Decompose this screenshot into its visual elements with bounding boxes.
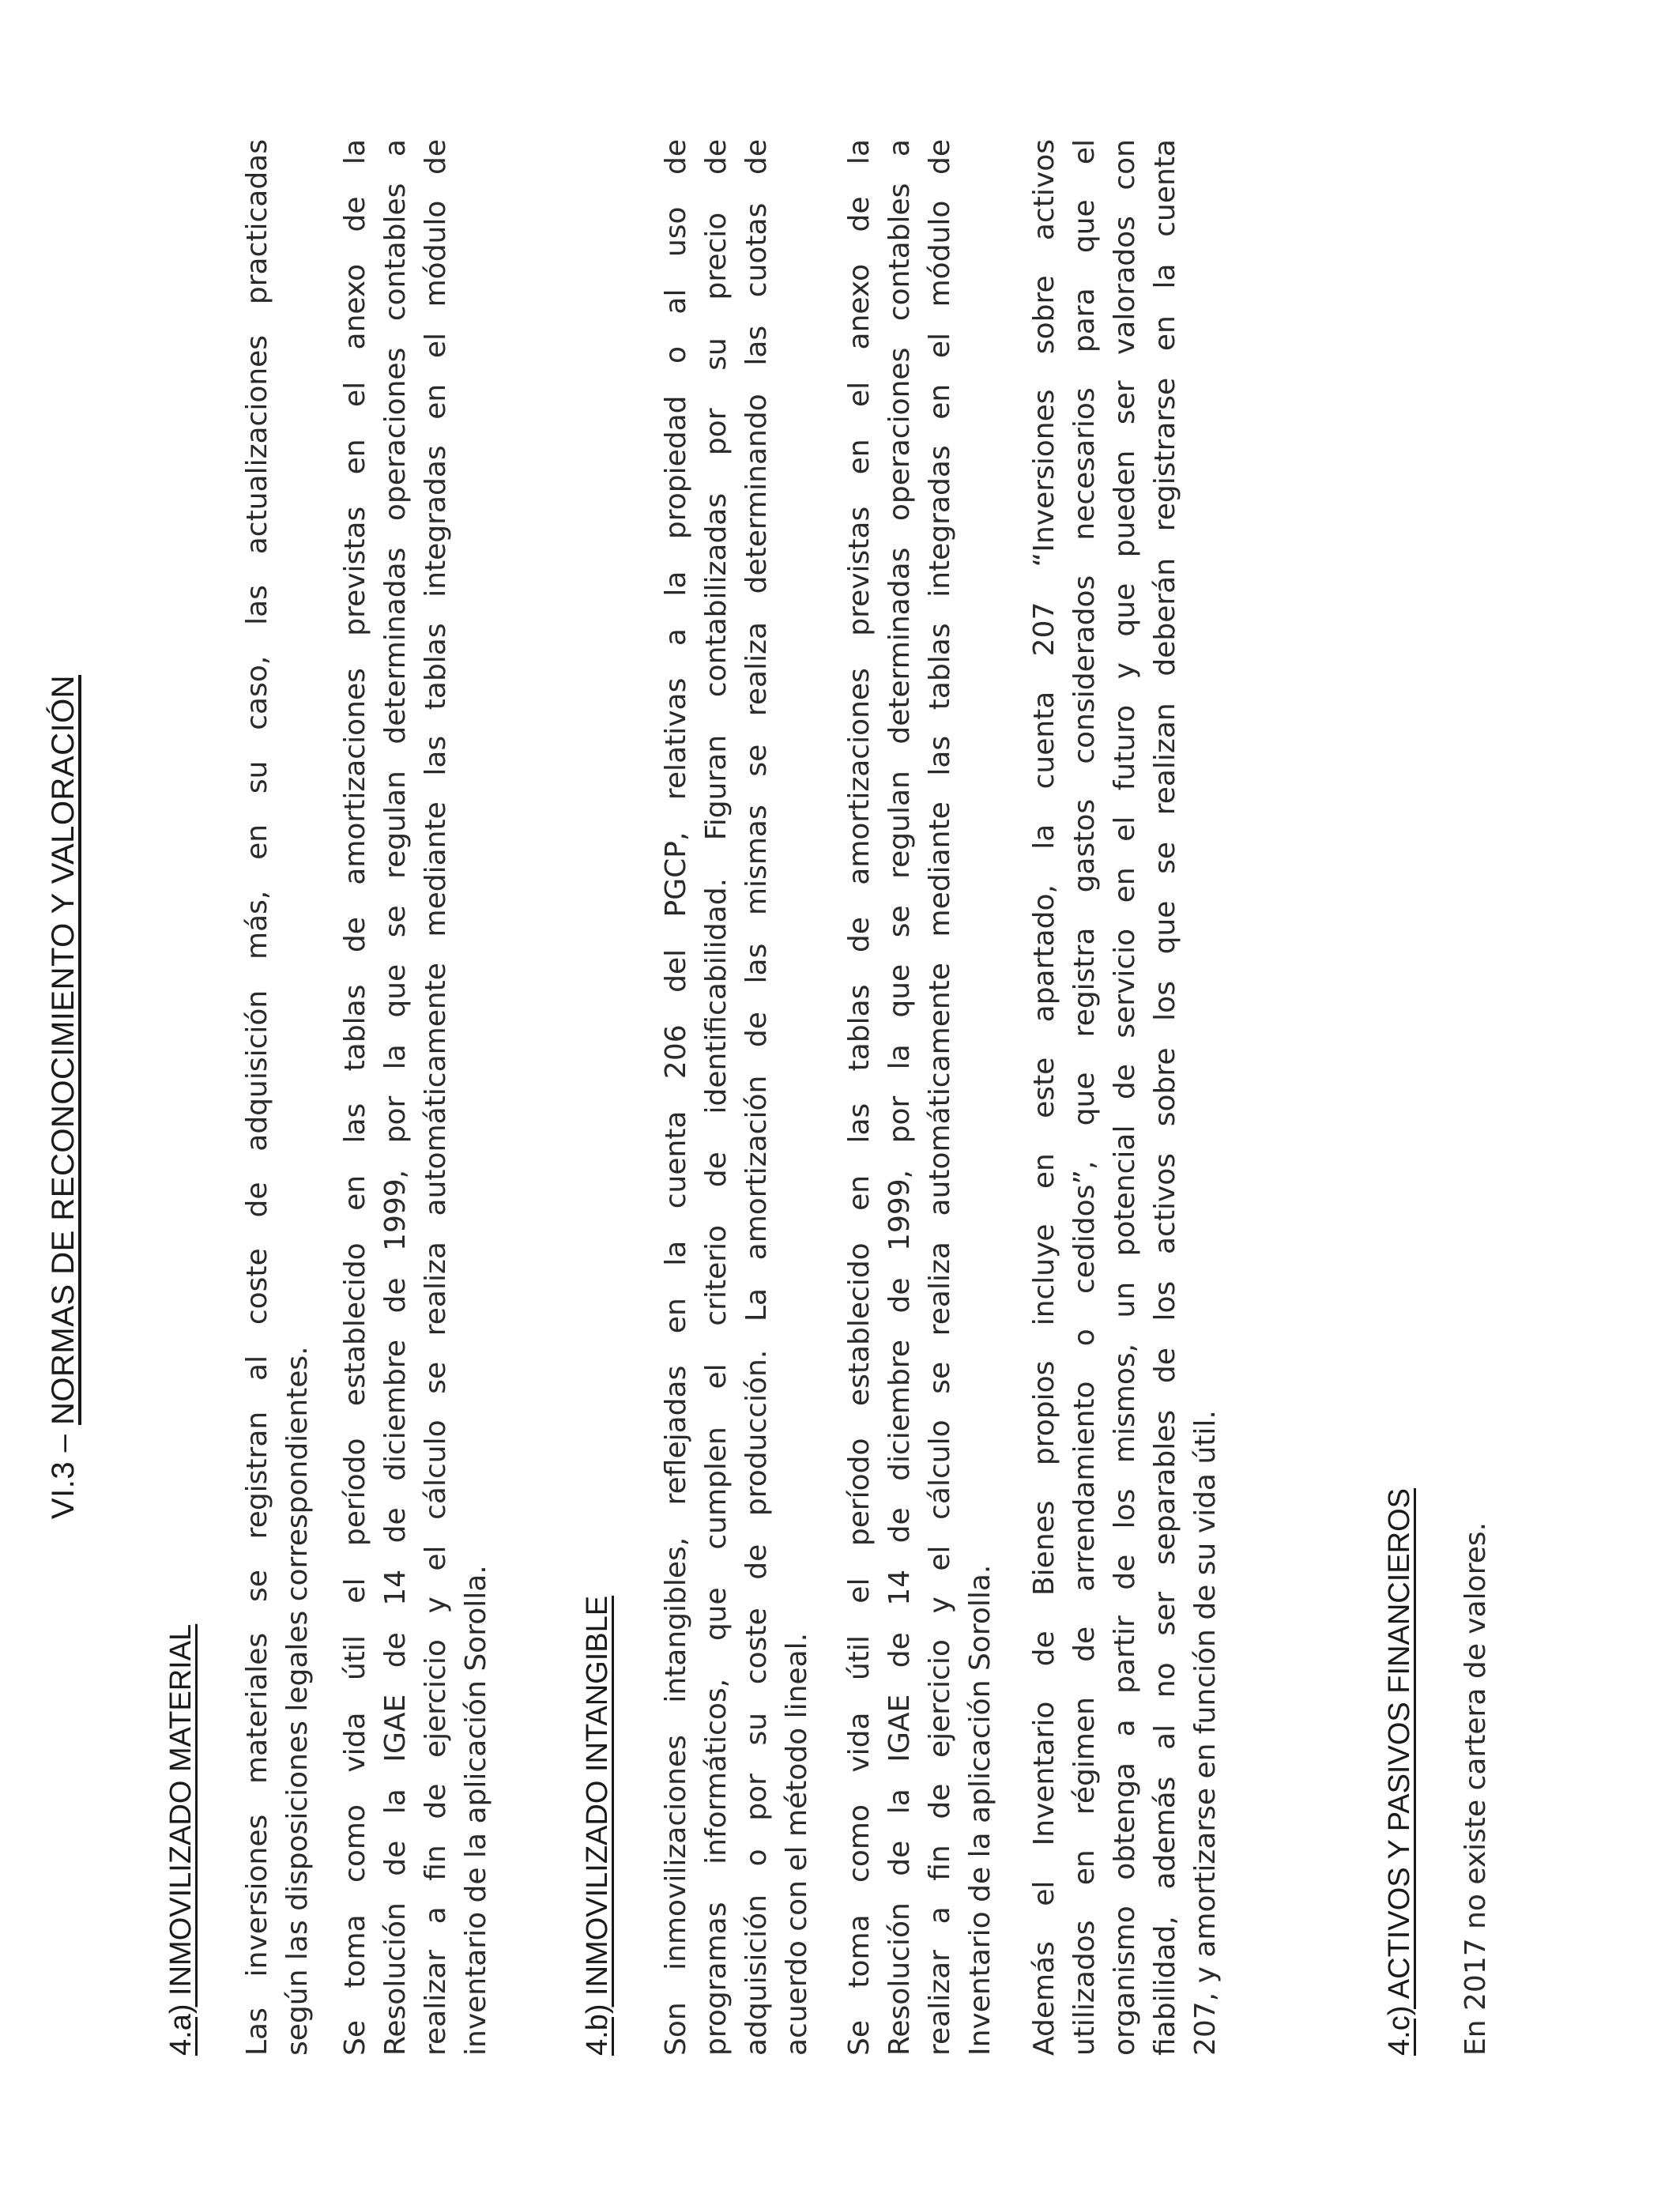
text-line: Se toma como vida útil el período establecido en las tablas de amortizaciones previstas en el anexo de la	[339, 139, 371, 2056]
text-line: Son inmovilizaciones intangibles, reflejadas en la cuenta 206 del PGCP, relativas a la propiedad o al uso de	[660, 139, 692, 2056]
text-line: utilizados en régimen de arrendamiento o cedidos”, que registra gastos considerados necesarios para que el	[1068, 139, 1101, 2056]
text-line: organismo obtenga a partir de los mismos, un potencial de servicio en el futuro y que pueden ser valorados con	[1109, 139, 1141, 2056]
text-line: realizar a fin de ejercicio y el cálculo se realiza automáticamente mediante las tablas integradas en el módulo de	[924, 139, 956, 2056]
text-line: Inventario de la aplicación Sorolla.	[964, 1564, 996, 2056]
section-heading-activos-pasivos-financieros: 4.c) ACTIVOS Y PASIVOS FINANCIEROS	[1383, 1488, 1416, 2056]
paragraph	[237, 139, 318, 2056]
paragraph	[335, 139, 496, 2056]
text-line: inventario de la aplicación Sorolla.	[460, 1565, 492, 2056]
text-line: Resolución de la IGAE de 14 de diciembre de 1999, por la que se regulan determinadas operaciones contables a	[379, 139, 412, 2056]
text-line: Las inversiones materiales se registran al coste de adquisición más, en su caso, las actualizaciones practicadas	[241, 139, 273, 2056]
text-line: programas informáticos, que cumplen el criterio de identificabilidad. Figuran contabilizadas por su precio de	[700, 139, 733, 2056]
text-line: según las disposiciones legales correspondientes.	[281, 1346, 314, 2056]
section-heading-inmovilizado-intangible: 4.b) INMOVILIZADO INTANGIBLE	[581, 1595, 614, 2056]
text-line: Se toma como vida útil el período establecido en las tablas de amortizaciones previstas en el anexo de la	[843, 139, 876, 2056]
section-heading-inmovilizado-material: 4.a) INMOVILIZADO MATERIAL	[164, 1623, 198, 2056]
page-title	[46, 0, 81, 2194]
text-line: fiabilidad, además al no ser separables de los activos sobre los que se realizan deberán registrarse en la cuenta	[1149, 139, 1181, 2056]
text-line: En 2017 no existe cartera de valores.	[1460, 1521, 1492, 2056]
title-main: NORMAS DE RECONOCIMIENTO Y VALORACIÓN	[46, 674, 81, 1425]
paragraph	[1024, 139, 1226, 2056]
text-line: 207, y amortizarse en función de su vida útil.	[1189, 1410, 1222, 2056]
text-line: acuerdo con el método lineal.	[781, 1632, 813, 2056]
paragraph	[839, 139, 1000, 2056]
title-prefix: VI.3 –	[46, 1424, 81, 1520]
text-line: Además el Inventario de Bienes propios incluye en este apartado, la cuenta 207 “Inversiones sobre activos	[1028, 139, 1060, 2056]
paragraph	[1456, 139, 1496, 2056]
text-line: Resolución de la IGAE de 14 de diciembre de 1999, por la que se regulan determinadas operaciones contables a	[883, 139, 916, 2056]
text-line: realizar a fin de ejercicio y el cálculo se realiza automáticamente mediante las tablas integradas en el módulo de	[420, 139, 452, 2056]
text-line: adquisición o por su coste de producción. La amortización de las mismas se realiza determinando las cuotas de	[740, 139, 773, 2056]
paragraph	[656, 139, 817, 2056]
